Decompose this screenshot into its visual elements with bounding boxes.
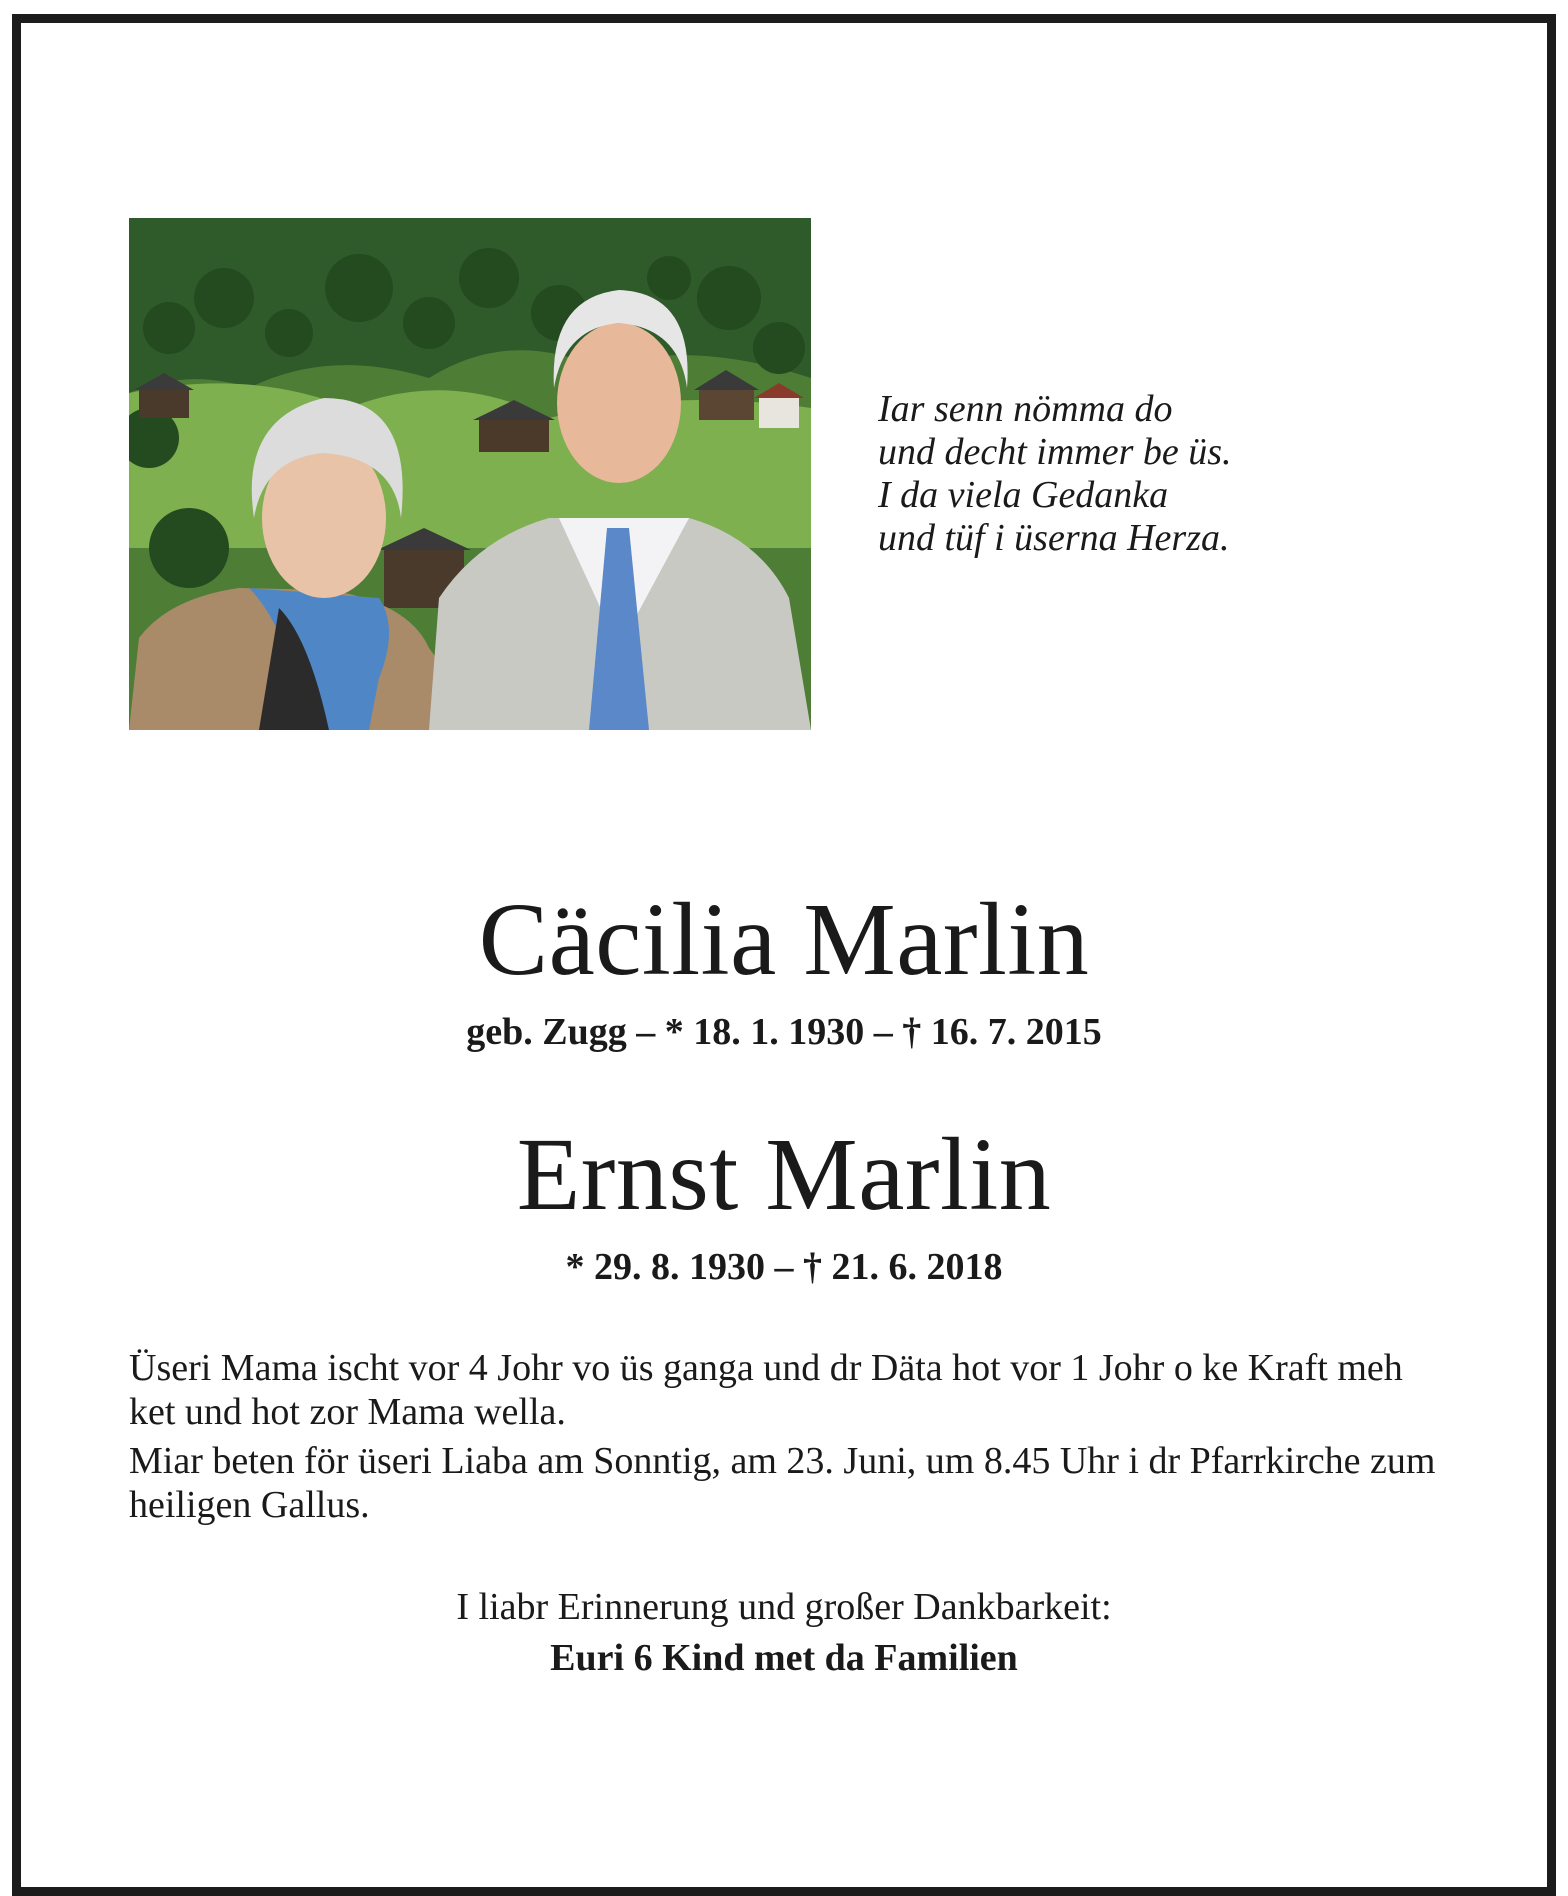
poem-line: und decht immer be üs.: [878, 431, 1232, 473]
couple-photo-icon: [129, 218, 811, 730]
person1-name: Cäcilia Marlin: [478, 882, 1090, 997]
body-paragraph: Üseri Mama ischt vor 4 Johr vo üs ganga und dr Däta hot vor 1 Johr o ke Kraft meh ket und hot zor Mama wella.: [129, 1347, 1403, 1433]
poem-line: I da viela Gedanka: [878, 474, 1169, 516]
person2-name: Ernst Marlin: [516, 1117, 1052, 1232]
closing-line: I liabr Erinnerung und großer Dankbarkeit:: [456, 1586, 1112, 1628]
person2-dates: * 29. 8. 1930 – † 21. 6. 2018: [565, 1246, 1003, 1288]
body-paragraph: Miar beten för üseri Liaba am Sonntig, am 23. Juni, um 8.45 Uhr i dr Pfarrkirche zum heiligen Gallus.: [129, 1440, 1436, 1526]
poem-line: und tüf i üserna Herza.: [878, 517, 1230, 559]
body-text: [129, 1346, 1439, 1532]
signature: Euri 6 Kind met da Familien: [550, 1637, 1018, 1679]
couple-photo: [129, 218, 811, 730]
poem-line: Iar senn nömma do: [878, 388, 1173, 430]
person1-dates: geb. Zugg – * 18. 1. 1930 – † 16. 7. 2015: [466, 1011, 1102, 1053]
poem: [878, 388, 1438, 560]
